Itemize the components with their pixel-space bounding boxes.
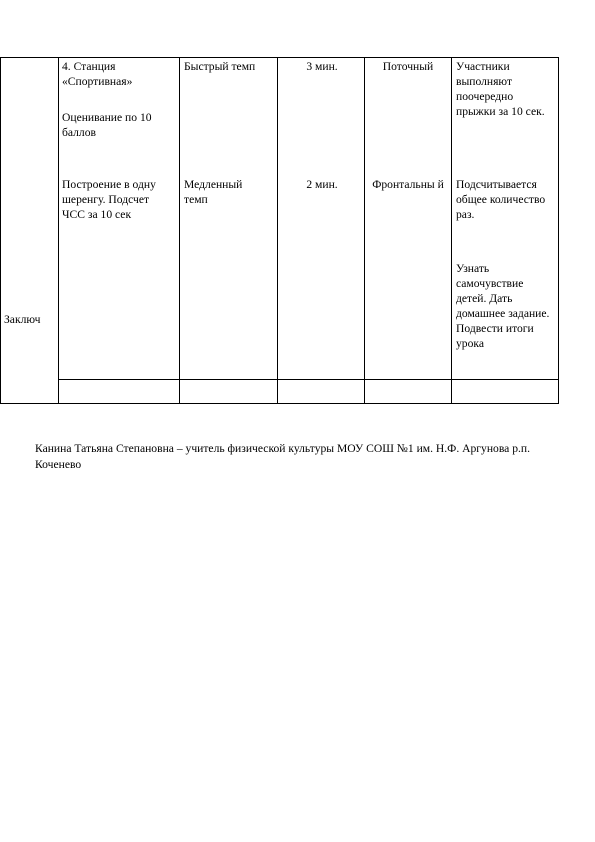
tempo-fast: Быстрый темп [184,60,256,73]
activity-station: 4. Станция «Спортивная» [62,60,133,88]
notes-wellbeing: Узнать самочувствие детей. Дать домашнее задание. Подвести итоги урока [456,262,550,350]
notes-jumps: Участники выполняют поочередно прыжки за 10 сек. [456,60,545,118]
section-label: Заключ [4,313,41,326]
table-col-divider [451,57,452,403]
table-left-border [0,57,1,403]
table-col-divider [277,57,278,403]
table-bottom-border [0,403,559,404]
table-top-border [0,57,559,58]
table-col-divider [364,57,365,403]
table-right-border [558,57,559,403]
table-row-divider [58,379,559,380]
method-stream: Поточный [382,60,434,73]
tempo-slow: Медленный темп [184,178,243,206]
method-frontal: Фронтальны й [372,178,444,191]
activity-evaluation: Оценивание по 10 баллов [62,111,152,139]
duration-first: 3 мин. [306,60,338,73]
notes-count: Подсчитывается общее количество раз. [456,178,546,221]
activity-formation: Построение в одну шеренгу. Подсчет ЧСС за 10 сек [62,178,156,221]
table-col-divider [179,57,180,403]
author-note: Канина Татьяна Степановна – учитель физической культуры МОУ СОШ №1 им. Н.Ф. Аргунова р.п. Коченево [35,442,531,471]
duration-second: 2 мин. [306,178,338,191]
table-col-divider [58,57,59,403]
